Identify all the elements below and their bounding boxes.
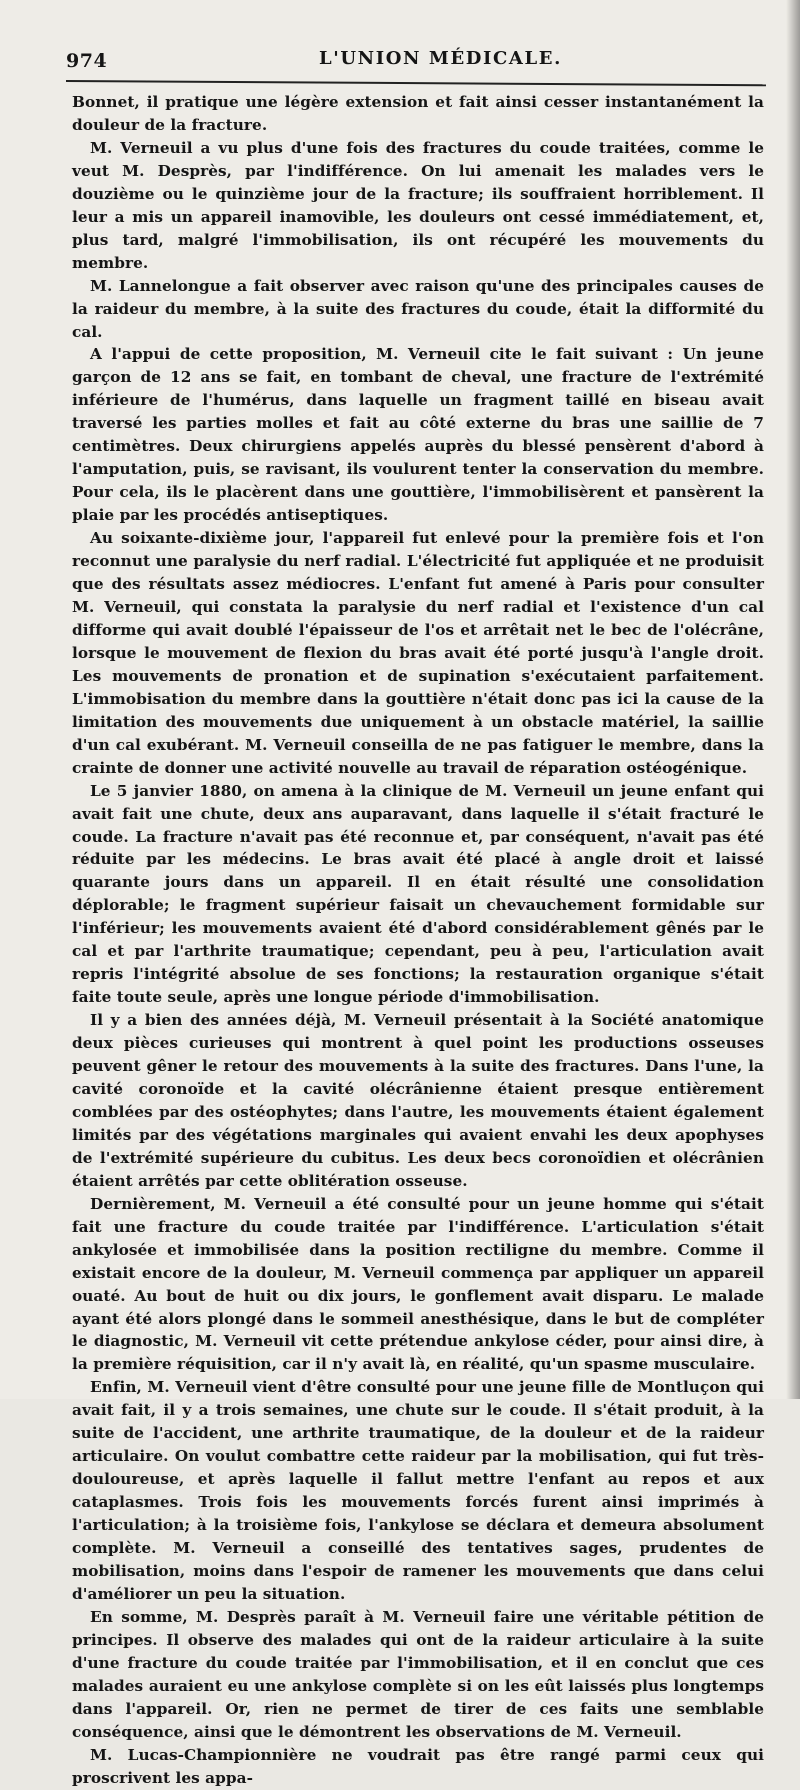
- paragraph: Il y a bien des années déjà, M. Verneuil présentait à la Société anatomique deux pièces curieuses qui montrent à quel point les productions osseuses peuvent gêner le retour des mouvements à la suite des fractures. Dans l'une, la cavité coronoïde et la cavité olécrânienne étaient presque entièrement comblées par des ostéophytes; dans l'autre, les mouvements étaient également limités par des végétations marginales qui avaient envahi les deux apophyses de l'extrémité supérieure du cubitus. Les deux becs coronoïdien et olécrânien étaient arrêtés par cette oblitération osseuse.: [72, 1011, 764, 1190]
- paragraph: Dernièrement, M. Verneuil a été consulté pour un jeune homme qui s'était fait une fracture du coude traitée par l'indifférence. L'articulation s'était ankylosée et immobilisée dans la position rectiligne du membre. Comme il existait encore de la douleur, M. Verneuil commença par appliquer un appareil ouaté. Au bout de huit ou dix jours, le gonflement avait disparu. Le malade ayant été alors plongé dans le sommeil anesthésique, dans le but de compléter le diagnostic, M. Verneuil vit cette prétendue ankylose céder, pour ainsi dire, à la première réquisition, car il n'y avait là, en réalité, qu'un spasme musculaire.: [72, 1194, 764, 1374]
- paragraph: M. Lannelongue a fait observer avec raison qu'une des principales causes de la raideur du membre, à la suite des fractures du coude, était la difformité du cal.: [72, 276, 764, 341]
- paragraph: Au soixante-dixième jour, l'appareil fut enlevé pour la première fois et l'on reconnut une paralysie du nerf radial. L'électricité fut appliquée et ne produisit que des résultats assez médiocres. L'enfant fut amené à Paris pour consulter M. Verneuil, qui constata la paralysie du nerf radial et l'existence d'un cal difforme qui avait doublé l'épaisseur de l'os et arrêtait net le bec de l'olécrâne, lorsque le mouvement de flexion du bras avait été porté jusqu'à l'angle droit. Les mouvements de pronation et de supination s'exécutaient parfaitement. L'immobisation du membre dans la gouttière n'était donc pas ici la cause de la limitation des mouvements due uniquement à un obstacle matériel, la saillie d'un cal exubérant. M. Verneuil conseilla de ne pas fatiguer le membre, dans la crainte de donner une activité nouvelle au travail de réparation ostéogénique.: [72, 529, 764, 777]
- page-number: 974: [66, 50, 108, 72]
- paragraph: A l'appui de cette proposition, M. Verneuil cite le fait suivant : Un jeune garçon de 12 ans se fait, en tombant de cheval, une fracture de l'extrémité inférieure de l'humérus, dans laquelle un fragment taillé en biseau avait traversé les parties molles et fait au côté externe du bras une saillie de 7 centimètres. Deux chirurgiens appelés auprès du blessé pensèrent d'abord à l'amputation, puis, se ravisant, ils voulurent tenter la conservation du membre. Pour cela, ils le placèrent dans une gouttière, l'immobilisèrent et pansèrent la plaie par les procédés antiseptiques.: [72, 345, 764, 525]
- paragraph: Bonnet, il pratique une légère extension et fait ainsi cesser instantanément la douleur de la fracture.: [72, 93, 764, 134]
- paragraph: M. Verneuil a vu plus d'une fois des fractures du coude traitées, comme le veut M. Desprès, par l'indifférence. On lui amenait les malades vers le douzième ou le quinzième jour de la fracture; ils souffraient horriblement. Il leur a mis un appareil inamovible, les douleurs ont cessé immédiatement, et, plus tard, malgré l'immobilisation, ils ont récupéré les mouvements du membre.: [72, 138, 764, 272]
- paragraph: En somme, M. Desprès paraît à M. Verneuil faire une véritable pétition de principes. Il observe des malades qui ont de la raideur articulaire à la suite d'une fracture du coude traitée par l'immobilisation, et il en conclut que ces malades auraient eu une ankylose complète si on les eût laissés plus longtemps dans l'appareil. Or, rien ne permet de tirer de ces faits une semblable conséquence, ainsi que le démontrent les observations de M. Verneuil.: [72, 1607, 764, 1741]
- paragraph: M. Lucas-Championnière ne voudrait pas être rangé parmi ceux qui proscrivent les appa-: [72, 1745, 764, 1787]
- page-edge-shadow: [786, 0, 800, 1399]
- paragraph: Enfin, M. Verneuil vient d'être consulté pour une jeune fille de Montluçon qui avait fait, il y a trois semaines, une chute sur le coude. Il s'était produit, à la suite de l'accident, une arthrite traumatique, de la douleur et de la raideur articulaire. On voulut combattre cette raideur par la mobilisation, qui fut très-douloureuse, et après laquelle il fallut mettre l'enfant au repos et aux cataplasmes. Trois fois les mouvements forcés furent ainsi imprimés à l'articulation; à la troisième fois, l'ankylose se déclara et demeura absolument complète. M. Verneuil a conseillé des tentatives sages, prudentes de mobilisation, moins dans l'espoir de ramener les mouvements que dans celui d'améliorer un peu la situation.: [72, 1378, 764, 1603]
- page-header: [66, 44, 770, 76]
- paragraph: Le 5 janvier 1880, on amena à la clinique de M. Verneuil un jeune enfant qui avait fait une chute, deux ans auparavant, dans laquelle il s'était fracturé le coude. La fracture n'avait pas été reconnue et, par conséquent, n'avait pas été réduite par les médecins. Le bras avait été placé à angle droit et laissé quarante jours dans un appareil. Il en était résulté une consolidation déplorable; le fragment supérieur faisait un chevauchement formidable sur l'inférieur; les mouvements avaient été d'abord considérablement gênés par le cal et par l'arthrite traumatique; cependant, peu à peu, l'articulation avait repris l'intégrité absolue de ses fonctions; la restauration organique s'était faite toute seule, après une longue période d'immobilisation.: [72, 781, 764, 1007]
- header-rule: [66, 80, 766, 86]
- running-title: L'UNION MÉDICALE.: [319, 48, 562, 69]
- article-body: [72, 91, 764, 1790]
